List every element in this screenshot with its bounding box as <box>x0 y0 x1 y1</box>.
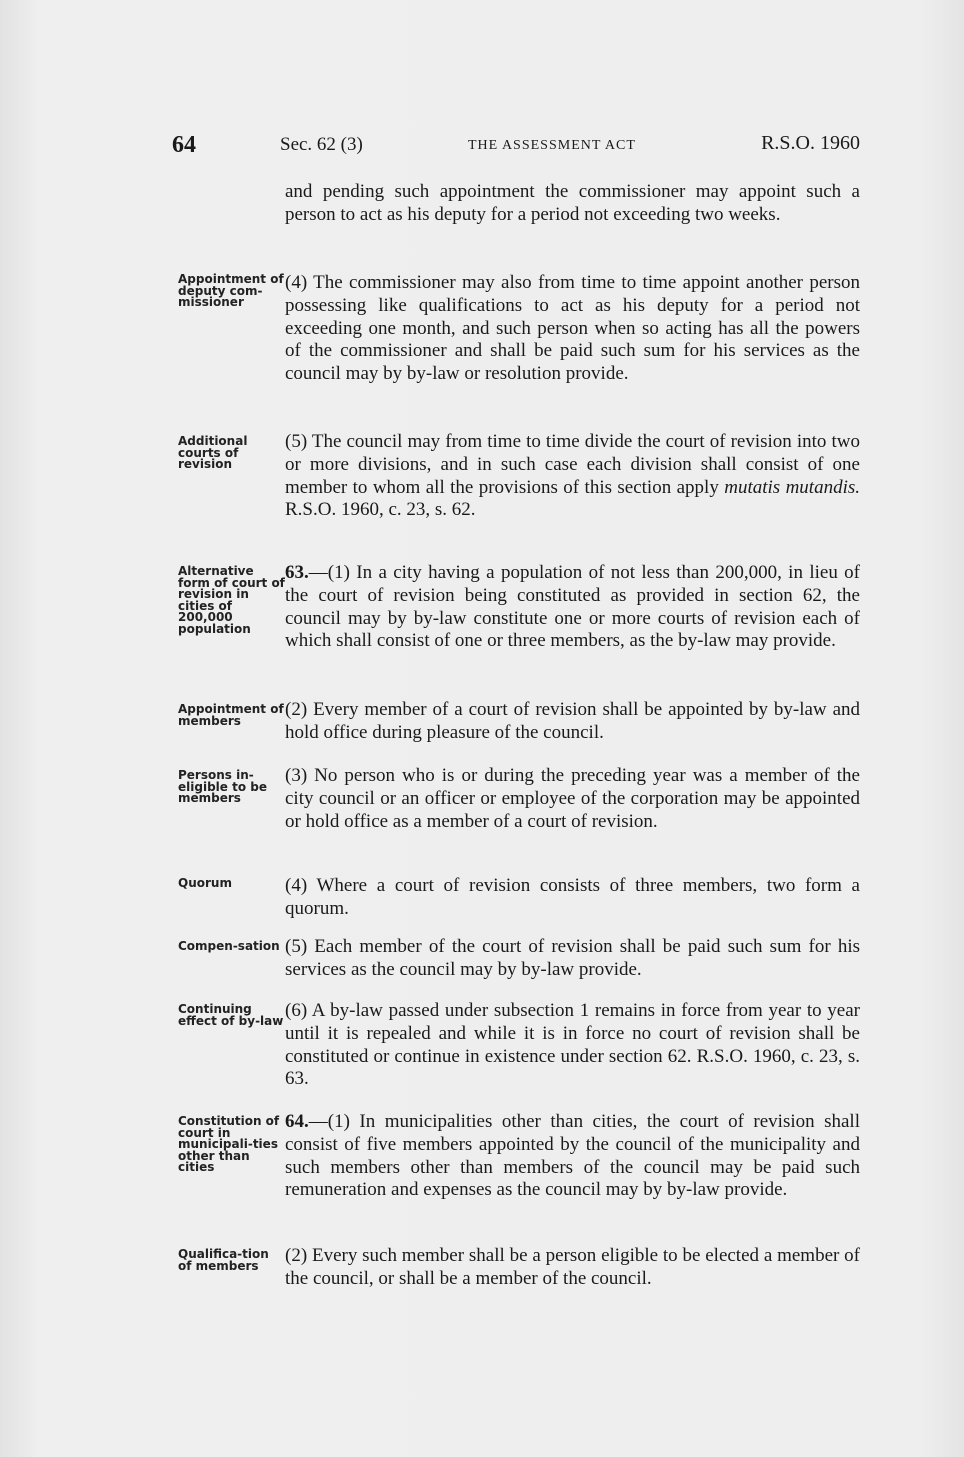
margin-note-persons-ineligible: Persons in-eligible to be members <box>178 768 267 805</box>
paragraph-62-5 <box>285 431 860 522</box>
section-63-number: 63. <box>285 562 309 583</box>
paragraph-continuation: and pending such appointment the commissioner may appoint such a person to act as his deputy for a period not exceeding two weeks. <box>285 181 860 225</box>
section-63-1-text: —(1) In a city having a population of not less than 200,000, in lieu of the court of revision being constituted as provided in section 62, the council may by by-law constitute one or more courts of revision each of which shall consist of one or three members, as the by-law may provide. <box>285 562 860 652</box>
margin-note-compensation: Compen-sation <box>178 939 280 953</box>
margin-note-appointment-deputy: Appointment of deputy com-missioner <box>178 272 284 309</box>
page-number: 64 <box>172 132 196 158</box>
section-63-1 <box>285 562 860 653</box>
section-64-number: 64. <box>285 1111 309 1132</box>
statute-reference: R.S.O. 1960 <box>761 132 860 154</box>
running-title: THE ASSESSMENT ACT <box>468 138 636 153</box>
margin-note-quorum: Quorum <box>178 876 232 890</box>
paragraph-62-5-latin: mutatis mutandis. <box>724 476 861 498</box>
margin-note-appointment-members: Appointment of members <box>178 702 284 728</box>
section-reference: Sec. 62 (3) <box>280 134 363 155</box>
section-64-1-text: —(1) In municipalities other than cities, the court of revision shall consist of five members appointed by the council of the municipality and such members other than members of the council may be paid such remuneration and expenses as the council may by by-law provide. <box>285 1111 860 1201</box>
section-63-5: (5) Each member of the court of revision shall be paid such sum for his services as the council may by by-law provide. <box>285 936 860 980</box>
paragraph-62-5-citation: R.S.O. 1960, c. 23, s. 62. <box>285 499 476 521</box>
section-63-2: (2) Every member of a court of revision shall be appointed by by-law and hold office during pleasure of the council. <box>285 699 860 743</box>
paragraph-62-4: (4) The commissioner may also from time to time appoint another person possessing like qualifications to act as his deputy for a period not exceeding one month, and such person when so acting has all the powers of the commissioner and shall be paid such sum for his services as the council may by by-law or resolution provide. <box>285 272 860 385</box>
section-63-4: (4) Where a court of revision consists of three members, two form a quorum. <box>285 875 860 919</box>
section-64-2: (2) Every such member shall be a person eligible to be elected a member of the council, or shall be a member of the council. <box>285 1245 860 1289</box>
margin-note-continuing-effect: Continuing effect of by-law <box>178 1002 284 1028</box>
page-header <box>172 132 862 162</box>
margin-note-qualification: Qualifica-tion of members <box>178 1247 269 1273</box>
margin-note-alternative-form: Alternative form of court of revision in cities of 200,000 population <box>178 564 285 636</box>
margin-note-constitution-court: Constitution of court in municipali-ties other than cities <box>178 1114 280 1174</box>
margin-note-additional-courts: Additional courts of revision <box>178 434 248 471</box>
section-64-1 <box>285 1111 860 1202</box>
paragraph-62-5-text: (5) The council may from time to time divide the court of revision into two or more divisions, and in such case each division shall consist of one member to whom all the provisions of this section apply <box>285 431 860 498</box>
section-63-3: (3) No person who is or during the preceding year was a member of the city council or an officer or employee of the corporation may be appointed or hold office as a member of a court of revision. <box>285 765 860 832</box>
section-63-6: (6) A by-law passed under subsection 1 remains in force from year to year until it is repealed and while it is in force no court of revision shall be constituted or continue in existence under section 62. R.S.O. 1960, c. 23, s. 63. <box>285 1000 860 1090</box>
